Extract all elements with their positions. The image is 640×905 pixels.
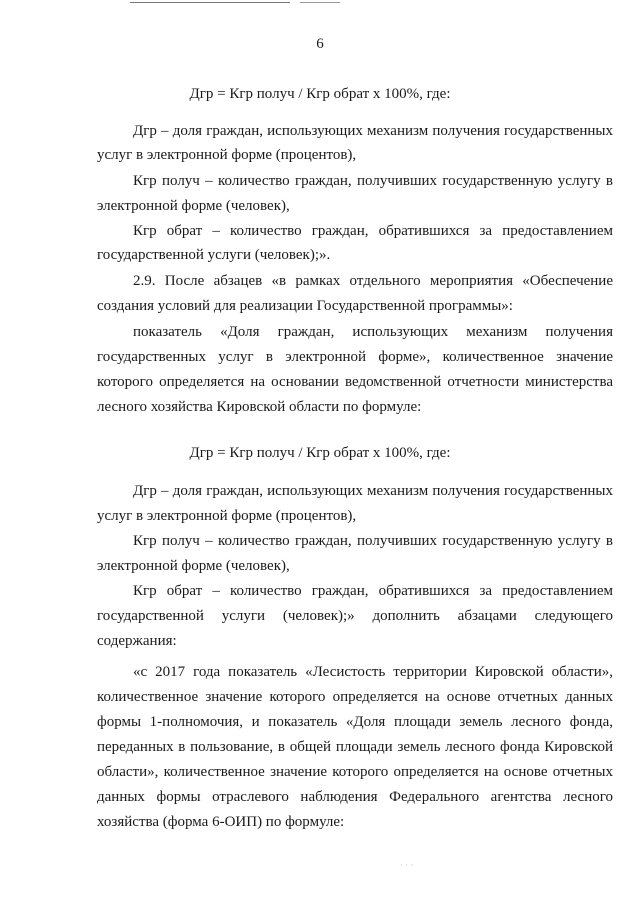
page-number: 6 — [316, 36, 324, 52]
paragraph-line: хозяйства (форма 6-ОИП) по формуле: — [97, 814, 345, 830]
paragraph-line: количественное значение которого определяется на основе отчетных данных — [97, 689, 613, 705]
paragraph-line: Кгр получ – количество граждан, получивших государственную услугу в — [133, 173, 613, 189]
paragraph-line: государственной услуги (человек);» дополнить абзацами следующего — [97, 608, 613, 624]
paragraph-line: услуг в электронной форме (процентов), — [97, 147, 357, 163]
paragraph-line: данных формы отраслевого наблюдения Федерального агентства лесного — [97, 789, 613, 805]
paragraph-line: Кгр получ – количество граждан, получивших государственную услугу в — [133, 533, 613, 549]
scan-artifact: · · · — [400, 860, 414, 870]
paragraph-line: электронной форме (человек), — [97, 198, 290, 214]
paragraph-line: показатель «Доля граждан, использующих механизм получения — [133, 324, 613, 340]
paragraph-line: создания условий для реализации Государственной программы»: — [97, 298, 513, 314]
paragraph-line: Дгр – доля граждан, использующих механизм получения государственных — [133, 123, 613, 139]
paragraph-line: Кгр обрат – количество граждан, обратившихся за предоставлением — [133, 223, 613, 239]
scan-edge-line — [130, 2, 290, 3]
paragraph-line: государственной услуги (человек);». — [97, 247, 331, 263]
scan-edge-line — [300, 2, 340, 3]
paragraph-line: Дгр – доля граждан, использующих механизм получения государственных — [133, 483, 613, 499]
paragraph-line: лесного хозяйства Кировской области по формуле: — [97, 399, 422, 415]
formula: Дгр = Кгр получ / Кгр обрат х 100%, где: — [189, 86, 451, 102]
paragraph-line: формы 1-полномочия, и показатель «Доля площади земель лесного фонда, — [97, 714, 613, 730]
formula: Дгр = Кгр получ / Кгр обрат х 100%, где: — [189, 445, 451, 461]
paragraph-line: которого определяется на основании ведомственной отчетности министерства — [97, 374, 613, 390]
paragraph-line: 2.9. После абзацев «в рамках отдельного мероприятия «Обеспечение — [133, 273, 613, 289]
paragraph-line: услуг в электронной форме (процентов), — [97, 508, 357, 524]
paragraph-line: Кгр обрат – количество граждан, обратившихся за предоставлением — [133, 583, 613, 599]
paragraph-line: «с 2017 года показатель «Лесистость территории Кировской области», — [133, 664, 613, 680]
paragraph-line: государственных услуг в электронной форме», количественное значение — [97, 349, 613, 365]
paragraph-line: переданных в пользование, в общей площади земель лесного фонда Кировской — [97, 739, 613, 755]
paragraph-line: области», количественное значение которого определяется на основе отчетных — [97, 764, 613, 780]
paragraph-line: электронной форме (человек), — [97, 558, 290, 574]
paragraph-line: содержания: — [97, 633, 177, 649]
